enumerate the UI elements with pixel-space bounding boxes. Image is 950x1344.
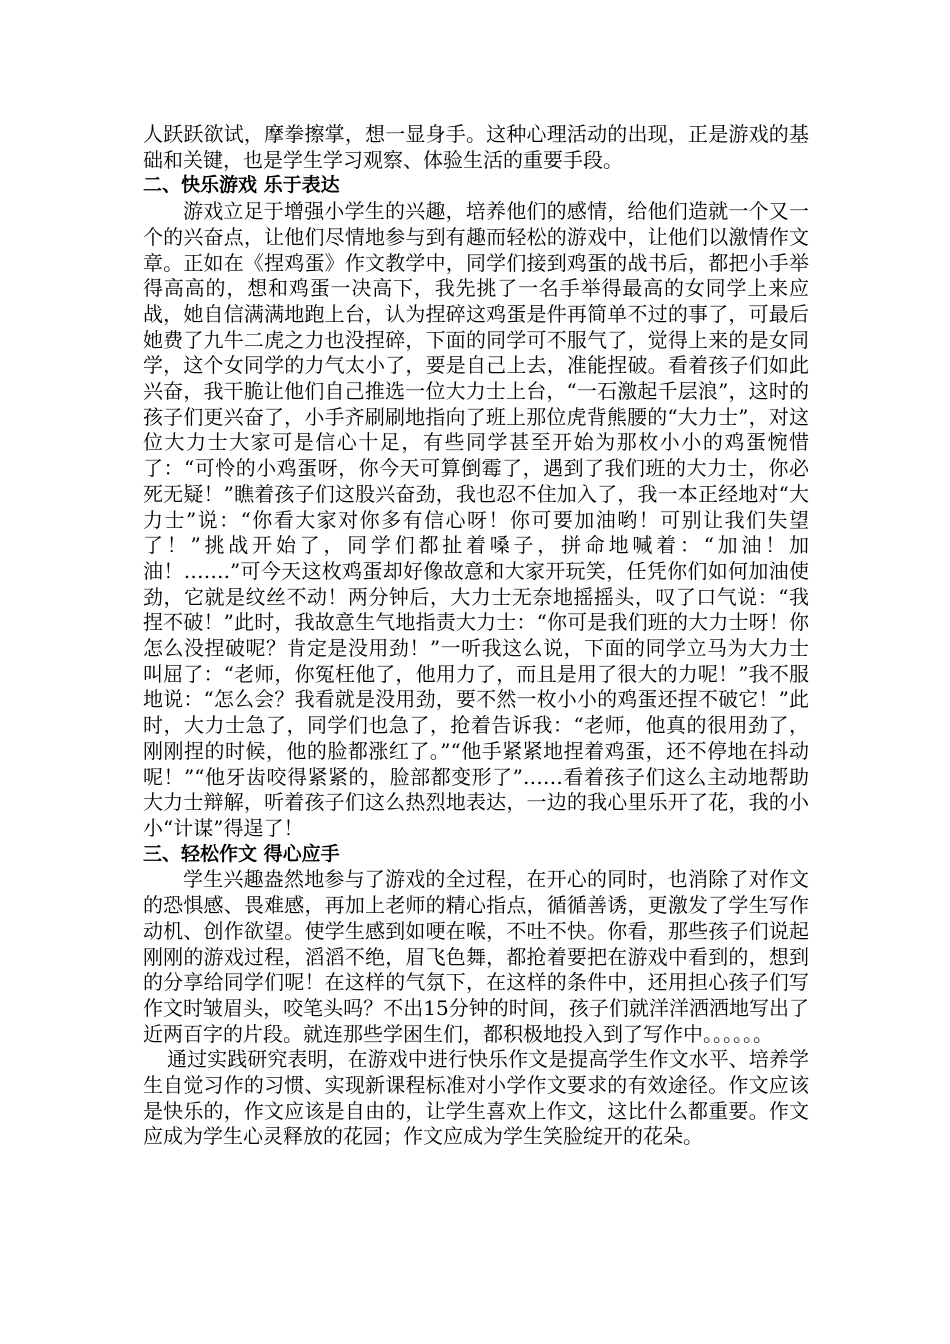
paragraph-intro-continuation: 人跃跃欲试，摩拳擦掌，想一显身手。这种心理活动的出现，正是游戏的基础和关键，也是学生学习观察、体验生活的重要手段。 xyxy=(143,122,809,172)
section-heading-3: 三、轻松作文 得心应手 xyxy=(143,842,340,865)
paragraph-conclusion: 通过实践研究表明，在游戏中进行快乐作文是提高学生作文水平、培养学生自觉习作的习惯、实现新课程标准对小学作文要求的有效途径。作文应该是快乐的，作文应该是自由的，让学生喜欢上作文，这比什么都重要。作文应成为学生心灵释放的花园；作文应成为学生笑脸绽开的花朵。 xyxy=(143,1047,809,1149)
paragraph-writing: 学生兴趣盎然地参与了游戏的全过程，在开心的同时，也消除了对作文的恐惧感、畏难感，再加上老师的精心指点，循循善诱，更激发了学生写作动机、创作欲望。使学生感到如哽在喉，不吐不快。你看，那些孩子们说起刚刚的游戏过程，滔滔不绝，眉飞色舞，都抢着要把在游戏中看到的，想到的分享给同学们呢！在这样的气氛下，在这样的条件中，还用担心孩子们写作文时皱眉头，咬笔头吗？不出15分钟的时间，孩子们就洋洋洒洒地写出了近两百字的片段。就连那些学困生们，都积极地投入到了写作中。。。。。。 xyxy=(143,867,809,1046)
paragraph-game-story: 游戏立足于增强小学生的兴趣，培养他们的感情，给他们造就一个又一个的兴奋点，让他们尽情地参与到有趣而轻松的游戏中，让他们以激情作文章。正如在《捏鸡蛋》作文教学中，同学们接到鸡蛋的战书后，都把小手举得高高的，想和鸡蛋一决高下，我先挑了一名手举得最高的女同学上来应战，她自信满满地跑上台，认为捏碎这鸡蛋是件再简单不过的事了，可最后她费了九牛二虎之力也没捏碎，下面的同学可不服气了，觉得上来的是女同学，这个女同学的力气太小了，要是自己上去，准能捏破。看着孩子们如此兴奋，我干脆让他们自己推选一位大力士上台，“一石激起千层浪”，这时的孩子们更兴奋了，小手齐刷刷地指向了班上那位虎背熊腰的“大力士”，对这位大力士大家可是信心十足，有些同学甚至开始为那枚小小的鸡蛋惋惜了：“可怜的小鸡蛋呀，你今天可算倒霉了，遇到了我们班的大力士，你必死无疑！”瞧着孩子们这股兴奋劲，我也忍不住加入了，我一本正经地对“大力士”说：“你看大家对你多有信心呀！你可要加油哟！可别让我们失望了！”挑战开始了，同学们都扯着嗓子，拼命地喊着：“加油！加油！…….”可今天这枚鸡蛋却好像故意和大家开玩笑，任凭你们如何加油使劲，它就是纹丝不动！两分钟后，大力士无奈地摇摇头，叹了口气说：“我捏不破！”此时，我故意生气地指责大力士：“你可是我们班的大力士呀！你怎么没捏破呢？肯定是没用劲！”一听我这么说，下面的同学立马为大力士叫屈了：“老师，你冤枉他了，他用力了，而且是用了很大的力呢！”我不服地说：“怎么会？我看就是没用劲，要不然一枚小小的鸡蛋还捏不破它！”此时，大力士急了，同学们也急了，抢着告诉我：“老师，他真的很用劲了，刚刚捏的时候，他的脸都涨红了。”“他手紧紧地捏着鸡蛋，还不停地在抖动呢！”“他牙齿咬得紧紧的，脸部都变形了”……看着孩子们这么主动地帮助大力士辩解，听着孩子们这么热烈地表达，一边的我心里乐开了花，我的小小“计谋”得逞了！ xyxy=(143,199,809,840)
section-heading-2: 二、快乐游戏 乐于表达 xyxy=(143,174,340,197)
document-body xyxy=(143,122,809,1150)
